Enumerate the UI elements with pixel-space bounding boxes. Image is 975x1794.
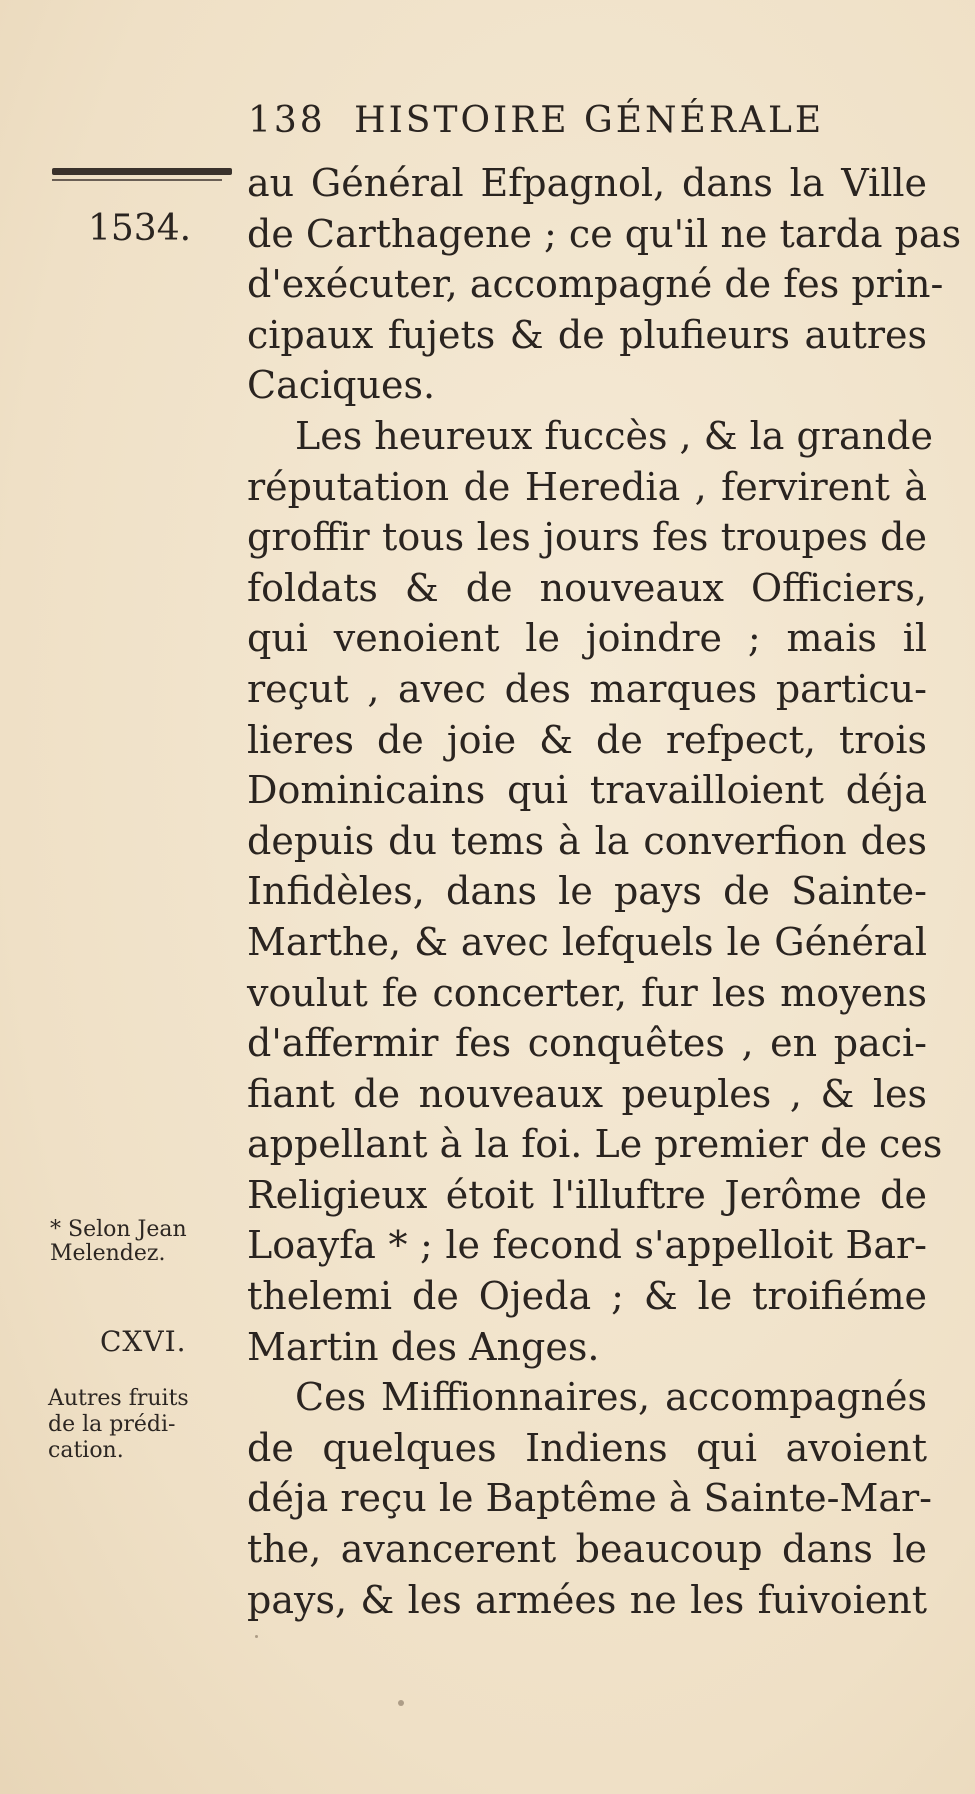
page-number: 138 — [248, 100, 326, 141]
body-text — [247, 158, 962, 1625]
side-title-line: de la prédi- — [48, 1412, 176, 1437]
margin-footnote — [50, 1218, 187, 1266]
paper-speck — [255, 1635, 258, 1638]
text-line: groffir tous les jours fes troupes de — [247, 515, 927, 560]
text-line: the, avancerent beaucoup dans le — [247, 1527, 927, 1572]
text-line: depuis du tems à la converfion des — [247, 818, 927, 863]
text-line: appellant à la foi. Le premier de ces — [247, 1122, 943, 1167]
section-side-title — [48, 1386, 189, 1464]
margin-year: 1534. — [88, 208, 192, 249]
text-line: Martin des Anges. — [247, 1324, 600, 1369]
text-line: de quelques Indiens qui avoient — [247, 1425, 927, 1470]
text-line: Loayfa * ; le fecond s'appelloit Bar- — [247, 1223, 927, 1268]
text-line: Infidèles, dans le pays de Sainte- — [247, 869, 927, 914]
text-line: fiant de nouveaux peuples , & les — [247, 1071, 927, 1116]
text-line: cipaux fujets & de plufieurs autres — [247, 312, 927, 357]
text-line: d'exécuter, accompagné de fes prin- — [247, 262, 944, 307]
header-ornament — [52, 168, 232, 186]
text-line: de Carthagene ; ce qu'il ne tarda pas — [247, 211, 962, 256]
footnote-line: Melendez. — [50, 1241, 166, 1266]
text-line: d'affermir fes conquêtes , en paci- — [247, 1021, 927, 1066]
running-title: HISTOIRE GÉNÉRALE — [354, 100, 825, 141]
text-line: au Général Efpagnol, dans la Ville — [247, 161, 927, 205]
text-line: lieres de joie & de refpect, trois — [247, 717, 927, 762]
text-line: Les heureux fuccès , & la grande — [295, 413, 933, 458]
text-line: déja reçu le Baptême à Sainte-Mar- — [247, 1476, 933, 1521]
text-line: reçut , avec des marques particu- — [247, 666, 927, 711]
text-line: Marthe, & avec lefquels le Général — [247, 919, 927, 964]
text-line: réputation de Heredia , fervirent à — [247, 464, 927, 509]
text-line: Ces Miffionnaires, accompagnés — [295, 1375, 927, 1420]
text-line: thelemi de Ojeda ; & le troifiéme — [247, 1274, 927, 1319]
footnote-line: * Selon Jean — [50, 1217, 187, 1242]
side-title-line: cation. — [48, 1438, 124, 1463]
text-line: Caciques. — [247, 363, 436, 408]
text-line: foldats & de nouveaux Officiers, — [247, 565, 927, 610]
text-line: Dominicains qui travailloient déja — [247, 768, 927, 813]
text-line: pays, & les armées ne les fuivoient — [247, 1577, 927, 1622]
text-line: Religieux étoit l'illuftre Jerôme de — [247, 1172, 927, 1217]
running-header — [248, 100, 898, 150]
paper-speck — [398, 1700, 404, 1706]
text-line: qui venoient le joindre ; mais il — [247, 616, 927, 661]
side-title-line: Autres fruits — [48, 1386, 189, 1411]
text-line: voulut fe concerter, fur les moyens — [247, 970, 927, 1015]
section-number: CXVI. — [100, 1325, 187, 1358]
